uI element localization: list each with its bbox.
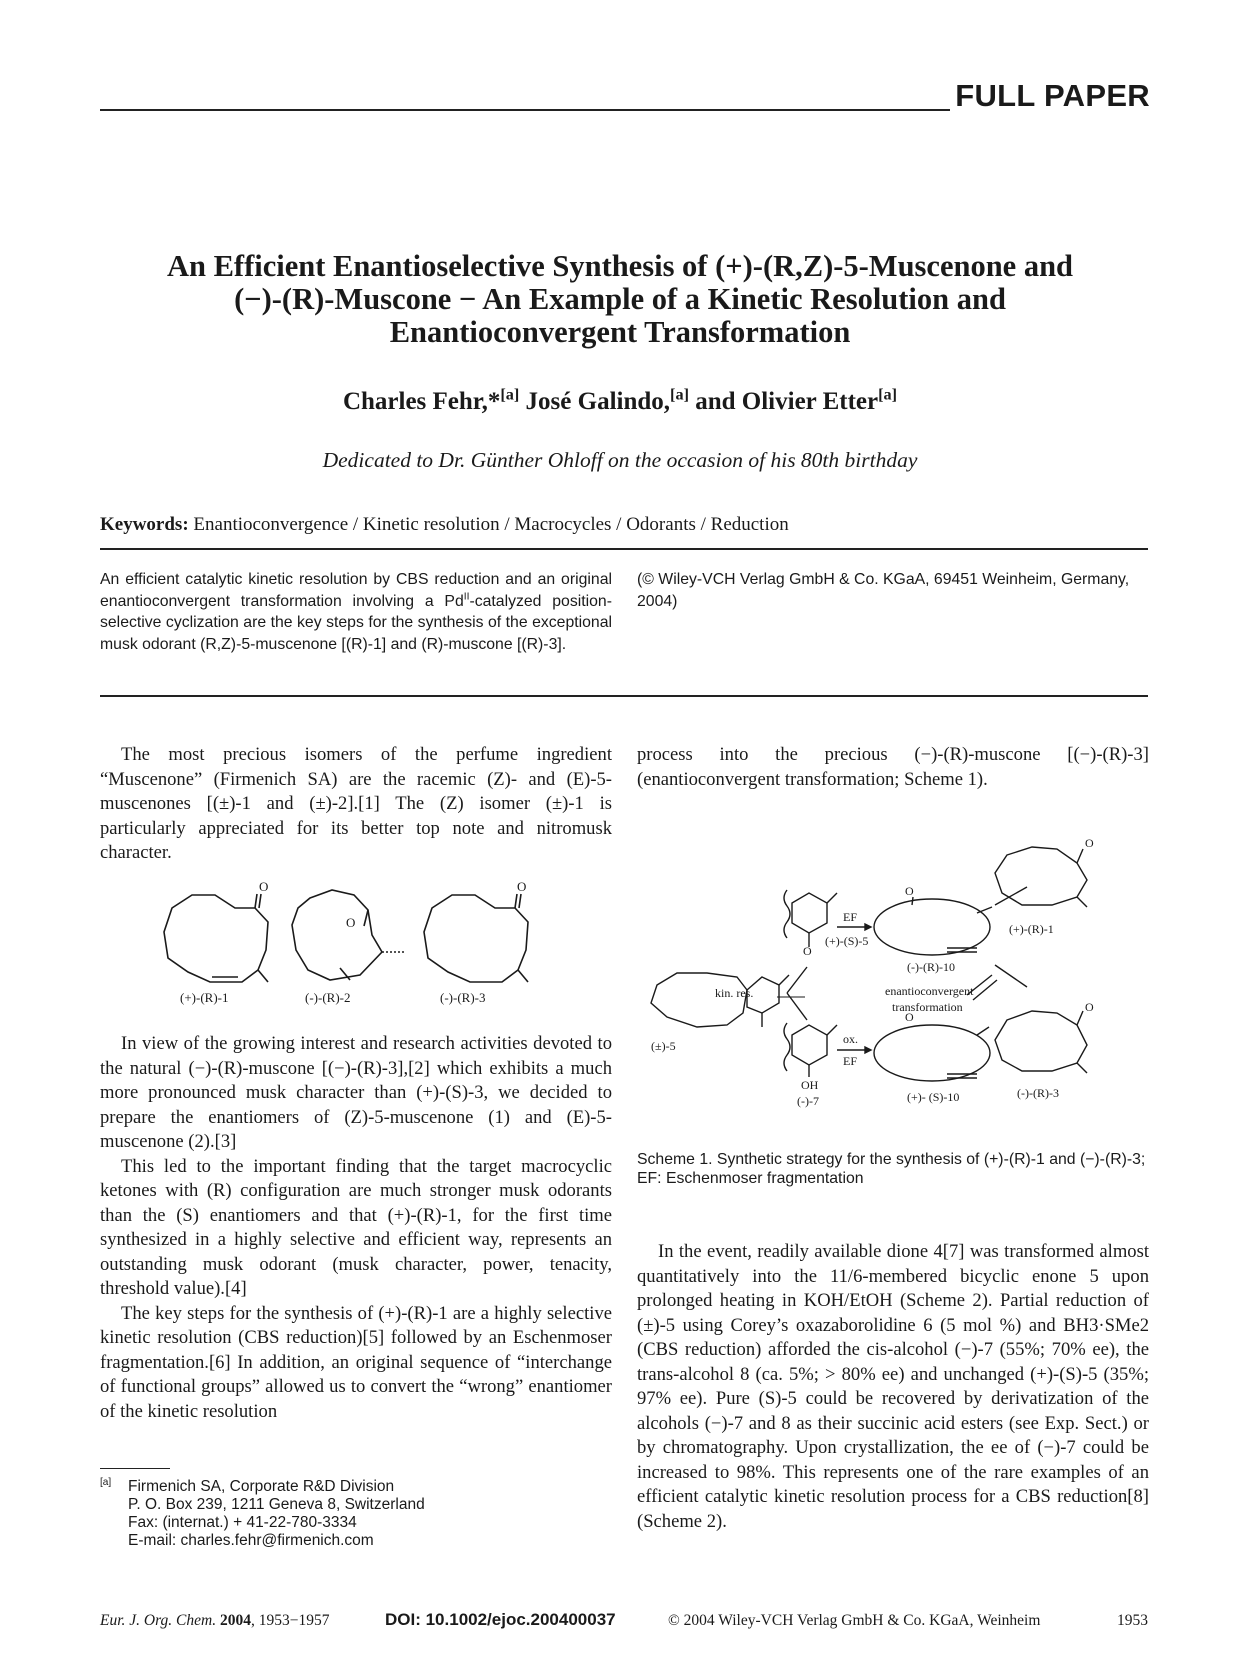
abstract-copyright: (© Wiley-VCH Verlag GmbH & Co. KGaA, 69451 Weinheim, Germany, 2004): [637, 571, 1130, 610]
title-line-3: Enantioconvergent Transformation: [389, 315, 851, 349]
scheme-label: OH: [801, 1078, 819, 1092]
scheme-label: O: [905, 1010, 914, 1024]
keywords: [100, 514, 789, 536]
oxygen-label: O: [259, 880, 269, 894]
header-rule: [100, 109, 950, 111]
scheme-label: EF: [843, 910, 858, 924]
abstract-superscript: II: [463, 591, 470, 603]
scheme-label: (-)-(R)-10: [907, 960, 955, 974]
page-number: 1953: [1117, 1612, 1148, 1629]
rac5-ring: [651, 973, 747, 1027]
affiliation-mark: [a]: [878, 385, 898, 404]
scheme-1: [637, 835, 1148, 1135]
scheme-label: (+)-(S)-5: [825, 934, 869, 948]
scheme-label: O: [1085, 836, 1094, 850]
abstract-text: -catalyzed position-selective cyclization are the key steps for the synthesis of the exceptional musk odorant (R,Z)-5-muscenone [(R)-1] and (R)-muscone [(R)-3].: [100, 592, 612, 653]
scheme-label: O: [803, 944, 812, 958]
scheme-1-caption: Scheme 1. Synthetic strategy for the synthesis of (+)-(R)-1 and (−)-(R)-3; EF: Eschenmoser fragmentation: [637, 1151, 1146, 1187]
scheme-label: (+)-(R)-1: [1009, 922, 1054, 936]
scheme-label: ox.: [843, 1032, 858, 1046]
affiliation-mark: [a]: [500, 385, 520, 404]
muscenone-structures-figure: [150, 880, 610, 1010]
footnote-line: P. O. Box 239, 1211 Geneva 8, Switzerland: [128, 1496, 425, 1513]
abstract: [100, 569, 612, 655]
scheme-label: enantioconvergent: [885, 984, 974, 998]
paragraph: This led to the important finding that the target macrocyclic ketones with (R) configuration are much stronger musk odorants than the (S) enantiomers and that (+)-(R)-1, for the first time synthesized in a highly selective and efficient way, represents an outstanding musk odorant (musk character, power, tenacity, threshold value).[4]: [100, 1155, 612, 1299]
author-3: and Olivier Etter: [688, 388, 879, 415]
author-2: José Galindo,: [519, 388, 671, 415]
author-list: [100, 385, 1140, 416]
scheme-label: (±)-5: [651, 1039, 676, 1053]
author-1: Charles Fehr,*: [342, 388, 501, 415]
scheme-label: EF: [843, 1054, 858, 1068]
journal-name: Eur. J. Org. Chem.: [100, 1612, 217, 1629]
right-column-bottom: [637, 1240, 1149, 1534]
compound-label: (-)-(R)-2: [305, 990, 351, 1005]
journal-citation: [100, 1612, 329, 1630]
journal-year: 2004: [219, 1612, 251, 1629]
abstract-text: An efficient catalytic kinetic resolution by CBS reduction and an original enantioconvergent transformation involving a Pd: [100, 571, 612, 610]
paragraph: In the event, readily available dione 4[7] was transformed almost quantitatively into the 11/6-membered bicyclic enone 5 upon prolonged heating in KOH/EtOH (Scheme 2). Partial reduction of (±)-5 using Corey’s oxazaborolidine 6 (5 mol %) and BH3·SMe2 (CBS reduction) afforded the cis-alcohol (−)-7 (55%; 70% ee), the trans-alcohol 8 (ca. 5%; > 80% ee) and unchanged (+)-(S)-5 (35%; 97% ee). Pure (S)-5 could be recovered by derivatization of the alcohols (−)-7 and 8 as their succinic acid esters (see Exp. Sect.) or by chromatography. Upon crystallization, the ee of (−)-7 could be increased to 98%. This represents one of the rare examples of an efficient catalytic kinetic resolution process for a CBS reduction[8] (Scheme 2).: [637, 1241, 1149, 1532]
abstract-bottom-rule: [100, 695, 1148, 697]
paragraph: The most precious isomers of the perfume ingredient “Muscenone” (Firmenich SA) are the racemic (Z)- and (E)-5-muscenones [(±)-1 and (±)-2].[1] The (Z) isomer (±)-1 is particularly appreciated for its better top note and nitromusk character.: [100, 744, 612, 863]
compound-label: (+)-(R)-1: [180, 990, 229, 1005]
right-column-top: [637, 743, 1149, 792]
scheme-label: (-)-7: [797, 1094, 819, 1108]
doi: DOI: 10.1002/ejoc.200400037: [385, 1610, 616, 1629]
scheme-label: O: [905, 884, 914, 898]
scheme-label: O: [1085, 1000, 1094, 1014]
section-label: FULL PAPER: [955, 78, 1150, 113]
oxygen-label: O: [346, 915, 356, 930]
footnote-line: Firmenich SA, Corporate R&D Division: [128, 1478, 395, 1495]
scheme-label: kin. res.: [715, 986, 754, 1000]
paragraph: In view of the growing interest and research activities devoted to the natural (−)-(R)-muscone [(−)-(R)-3],[2] which exhibits a much more pronounced musk character than (+)-(S)-3, we decided to prepare the enantiomers of (Z)-5-muscenone (1) and (E)-5-muscenone (2).[3]: [100, 1033, 612, 1152]
left-column-bottom: [100, 1032, 612, 1424]
affiliation-mark: [a]: [670, 385, 689, 404]
keywords-label: Keywords:: [100, 514, 189, 535]
title-line-2: (−)-(R)-Muscone − An Example of a Kinetic Resolution and: [234, 282, 1006, 316]
footnote-line: Fax: (internat.) + 41-22-780-3334: [128, 1514, 357, 1531]
footnote-rule: [100, 1468, 170, 1469]
keywords-text: Enantioconvergence / Kinetic resolution / Macrocycles / Odorants / Reduction: [188, 514, 789, 535]
footer-copyright: © 2004 Wiley-VCH Verlag GmbH & Co. KGaA, Weinheim: [668, 1612, 1041, 1629]
ring-3: [424, 895, 528, 982]
ring-1: [164, 895, 268, 982]
abstract-top-rule: [100, 548, 1148, 550]
left-column-top: [100, 743, 612, 866]
footnote-line: E-mail: charles.fehr@firmenich.com: [128, 1532, 374, 1549]
compound-label: (-)-(R)-3: [440, 990, 486, 1005]
title-line-1: An Efficient Enantioselective Synthesis of (+)-(R,Z)-5-Muscenone and: [166, 249, 1074, 283]
footnote-mark: [a]: [100, 1476, 112, 1488]
scheme-label: (-)-(R)-3: [1017, 1086, 1059, 1100]
scheme-label: (+)- (S)-10: [907, 1090, 960, 1104]
dedication: Dedicated to Dr. Günther Ohloff on the occasion of his 80th birthday: [322, 448, 918, 472]
paragraph: The key steps for the synthesis of (+)-(R)-1 are a highly selective kinetic resolution (CBS reduction)[5] followed by an Eschenmoser fragmentation.[6] In addition, an original sequence of “interchange of functional groups” allowed us to convert the “wrong” enantiomer of the kinetic resolution: [100, 1302, 612, 1422]
affiliation-footnote: [100, 1476, 612, 1549]
oxygen-label: O: [517, 880, 527, 894]
scheme-label: transformation: [892, 1000, 963, 1014]
paper-title: [100, 250, 1140, 349]
journal-pages: , 1953−1957: [250, 1612, 330, 1629]
paragraph: process into the precious (−)-(R)-muscone [(−)-(R)-3] (enantioconvergent transformation; Scheme 1).: [637, 744, 1149, 790]
ring-2: [292, 890, 382, 980]
